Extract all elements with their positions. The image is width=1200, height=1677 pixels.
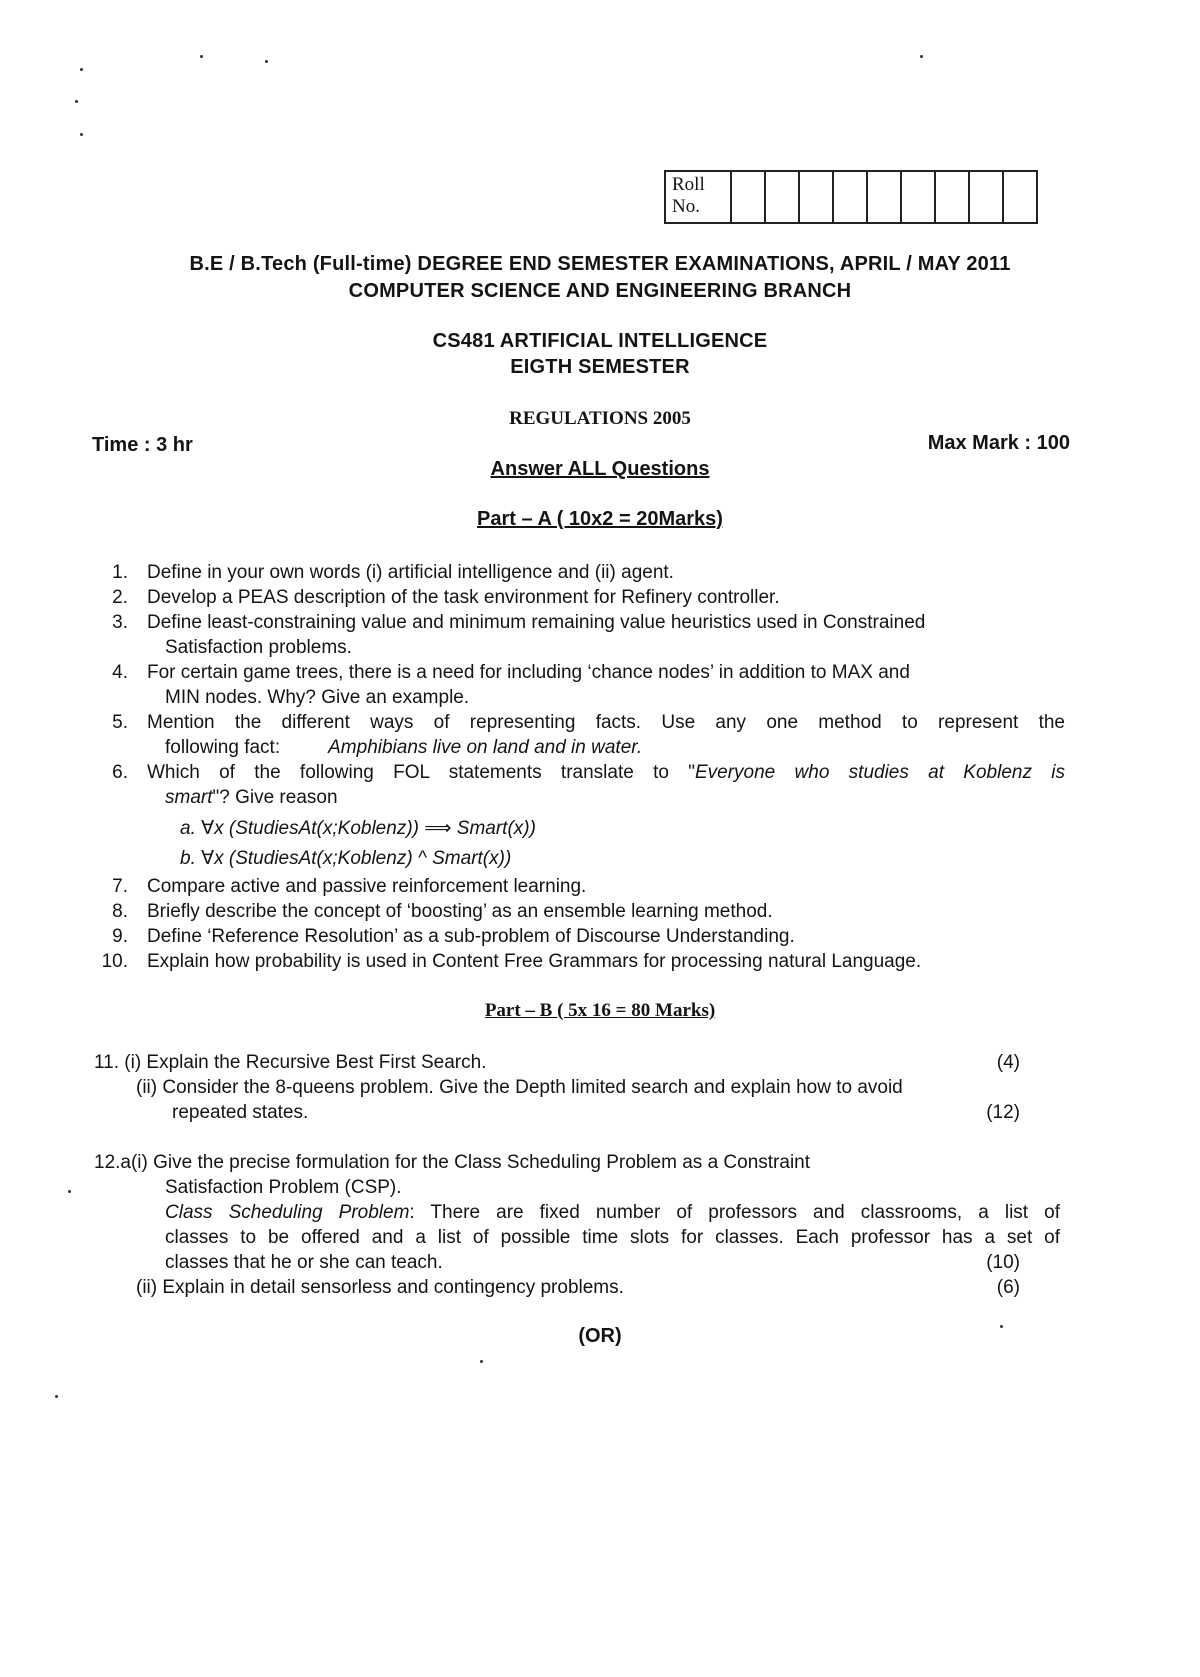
- roll-digit-cell: [732, 172, 766, 222]
- question-11-i: 11. (i) Explain the Recursive Best First Search.: [94, 1052, 487, 1073]
- roll-number-label: [666, 172, 732, 222]
- question-number: 2.: [112, 587, 128, 608]
- roll-digit-cell: [766, 172, 800, 222]
- scan-speck: [68, 1190, 71, 1193]
- give-reason: "? Give reason: [212, 787, 338, 808]
- roll-digit-cell: [970, 172, 1004, 222]
- exam-title: B.E / B.Tech (Full-time) DEGREE END SEMESTER EXAMINATIONS, APRIL / MAY 2011: [189, 253, 1011, 275]
- semester-title: EIGTH SEMESTER: [510, 356, 690, 378]
- question-number: 3.: [112, 612, 128, 633]
- csp-description-continued: classes to be offered and a list of possible time slots for classes. Each professor has a set of: [165, 1227, 1060, 1248]
- question-text-continued: Satisfaction problems.: [165, 637, 352, 658]
- csp-description: [165, 1200, 1060, 1225]
- question-12a-i-continued: Satisfaction Problem (CSP).: [165, 1177, 402, 1198]
- question-text: Mention the different ways of representing facts. Use any one method to represent the: [147, 712, 1065, 733]
- marks: (12): [986, 1102, 1020, 1123]
- regulations: REGULATIONS 2005: [509, 408, 691, 429]
- question-text: Define least-constraining value and minimum remaining value heuristics used in Constrained: [147, 612, 926, 633]
- question-11-ii: (ii) Consider the 8-queens problem. Give the Depth limited search and explain how to avoid: [136, 1077, 903, 1098]
- course-title: CS481 ARTIFICIAL INTELLIGENCE: [432, 330, 768, 352]
- question-text: Define in your own words (i) artificial intelligence and (ii) agent.: [147, 562, 674, 583]
- roll-digit-cell: [834, 172, 868, 222]
- question-number: 10.: [101, 951, 128, 972]
- roll-number-box: [664, 170, 1038, 224]
- fact-statement: Amphibians live on land and in water.: [328, 737, 643, 758]
- marks: (6): [996, 1277, 1020, 1298]
- max-mark: Max Mark : 100: [927, 432, 1070, 454]
- marks: (10): [986, 1252, 1020, 1273]
- fact-lead: following fact:: [165, 737, 281, 758]
- question-text: Explain how probability is used in Content Free Grammars for processing natural Language.: [147, 951, 922, 972]
- question-number: 5.: [112, 712, 128, 733]
- quoted-statement-end: smart: [165, 787, 213, 808]
- scan-speck: [920, 55, 923, 58]
- question-11-ii-continued: repeated states.: [172, 1102, 309, 1123]
- roll-digit-cell: [936, 172, 970, 222]
- question-number: 8.: [112, 901, 128, 922]
- scan-speck: [80, 68, 83, 71]
- or-separator: (OR): [578, 1325, 622, 1347]
- scan-speck: [55, 1395, 58, 1398]
- option-a: a. ∀x (StudiesAt(x;Koblenz)) ⟹ Smart(x)): [180, 818, 536, 839]
- part-b-title: Part – B ( 5x 16 = 80 Marks): [484, 1000, 716, 1021]
- time-allowed: Time : 3 hr: [92, 434, 193, 456]
- roll-label: Roll: [672, 174, 705, 195]
- question-text: Define ‘Reference Resolution’ as a sub-problem of Discourse Understanding.: [147, 926, 795, 947]
- question-text: Develop a PEAS description of the task environment for Refinery controller.: [147, 587, 780, 608]
- question-number: 1.: [112, 562, 128, 583]
- question-text: [147, 760, 1065, 785]
- part-a-title: Part – A ( 10x2 = 20Marks): [477, 508, 723, 530]
- csp-description-end: classes that he or she can teach.: [165, 1252, 443, 1273]
- option-b: b. ∀x (StudiesAt(x;Koblenz) ^ Smart(x)): [180, 848, 512, 869]
- csp-text: : There are fixed number of professors and classrooms, a list of: [409, 1202, 1060, 1223]
- question-number: 4.: [112, 662, 128, 683]
- number-label: No.: [672, 196, 700, 217]
- question-text: For certain game trees, there is a need for including ‘chance nodes’ in addition to MAX and: [147, 662, 910, 683]
- quoted-statement: Everyone who studies at Koblenz is: [694, 762, 1065, 783]
- question-number: 7.: [112, 876, 128, 897]
- roll-digit-cell: [1004, 172, 1036, 222]
- scan-speck: [200, 55, 203, 58]
- question-lead: Which of the following FOL statements translate to ": [147, 762, 695, 783]
- scan-speck: [80, 133, 83, 136]
- roll-digit-cell: [800, 172, 834, 222]
- scan-speck: [75, 100, 78, 103]
- csp-label: Class Scheduling Problem: [165, 1202, 410, 1223]
- scan-speck: [480, 1360, 483, 1363]
- scan-speck: [265, 60, 268, 63]
- question-12a-ii: (ii) Explain in detail sensorless and contingency problems.: [136, 1277, 624, 1298]
- roll-digit-cell: [868, 172, 902, 222]
- question-text-continued: MIN nodes. Why? Give an example.: [165, 687, 470, 708]
- question-text: Briefly describe the concept of ‘boosting’ as an ensemble learning method.: [147, 901, 773, 922]
- question-text: Compare active and passive reinforcement learning.: [147, 876, 587, 897]
- branch-title: COMPUTER SCIENCE AND ENGINEERING BRANCH: [348, 280, 852, 302]
- question-12a-i: 12.a(i) Give the precise formulation for the Class Scheduling Problem as a Constraint: [94, 1152, 811, 1173]
- question-number: 6.: [112, 762, 128, 783]
- instruction: Answer ALL Questions: [490, 458, 710, 480]
- marks: (4): [996, 1052, 1020, 1073]
- question-number: 9.: [112, 926, 128, 947]
- question-text-continued: [147, 735, 1083, 760]
- scan-speck: [1000, 1325, 1003, 1328]
- roll-digit-cell: [902, 172, 936, 222]
- question-text-continued: [147, 785, 1083, 810]
